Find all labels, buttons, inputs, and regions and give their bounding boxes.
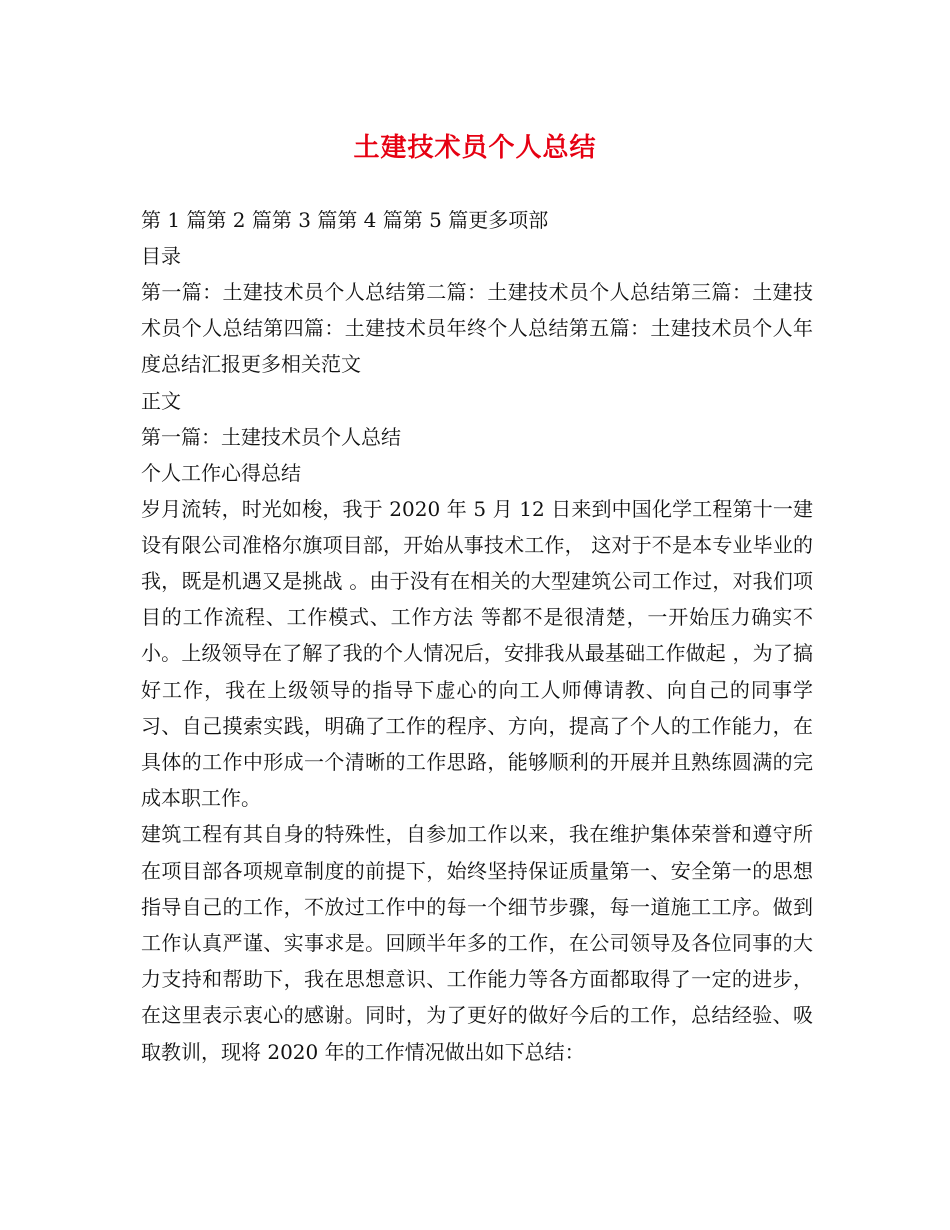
chapter-nav-line: 第 1 篇第 2 篇第 3 篇第 4 篇第 5 篇更多项部 [141,208,549,232]
toc-heading: 目录 [141,244,181,268]
body-heading: 正文 [141,388,181,413]
document-title: 土建技术员个人总结 [353,133,597,163]
toc-text: 第一篇：土建技术员个人总结第二篇：土建技术员个人总结第三篇：土建技术员个人总结第四篇：土建技术员年终个人总结第五篇：土建技术员个人年度总结汇报更多相关范文 [141,280,813,377]
section-title: 第一篇：土建技术员个人总结 [141,424,401,449]
paragraph-2: 建筑工程有其自身的特殊性，自参加工作以来，我在维护集体荣誉和遵守所在项目部各项规章制度的前提下，始终坚持保证质量第一、安全第一的思想指导自己的工作，不放过工作中的每一个细节步骤，每一道施工工序。做到工作认真严谨、实事求是。回顾半年多的工作，在公司领导及各位同事的大力支持和帮助下，我在思想意识、工作能力等各方面都取得了一定的进步，在这里表示衷心的感谢。同时，为了更好的做好今后的工作，总结经验、吸取教训，现将 2020 年的工作情况做出如下总结： [141,822,813,1064]
paragraph-1: 岁月流转，时光如梭，我于 2020 年 5 月 12 日来到中国化学工程第十一建设有限公司准格尔旗项目部，开始从事技术工作， 这对于不是本专业毕业的我，既是机遇又是挑战 。由于没有在相关的大型建筑公司工作过，对我们项目的工作流程、工作模式、工作方法 等都不是很清楚，一开始压力确实不小。上级领导在了解了我的个人情况后，安排我从最基础工作做起 ，为了搞好工作，我在上级领导的指导下虚心的向工人师傅请教、向自己的同事学习、自己摸索实践，明确了工作的程序、方向，提高了个人的工作能力，在具体的工作中形成一个清晰的工作思路，能够顺利的开展并且熟练圆满的完成本职工作。 [141,496,813,811]
document-body [141,202,813,1070]
subsection-title: 个人工作心得总结 [141,460,301,485]
